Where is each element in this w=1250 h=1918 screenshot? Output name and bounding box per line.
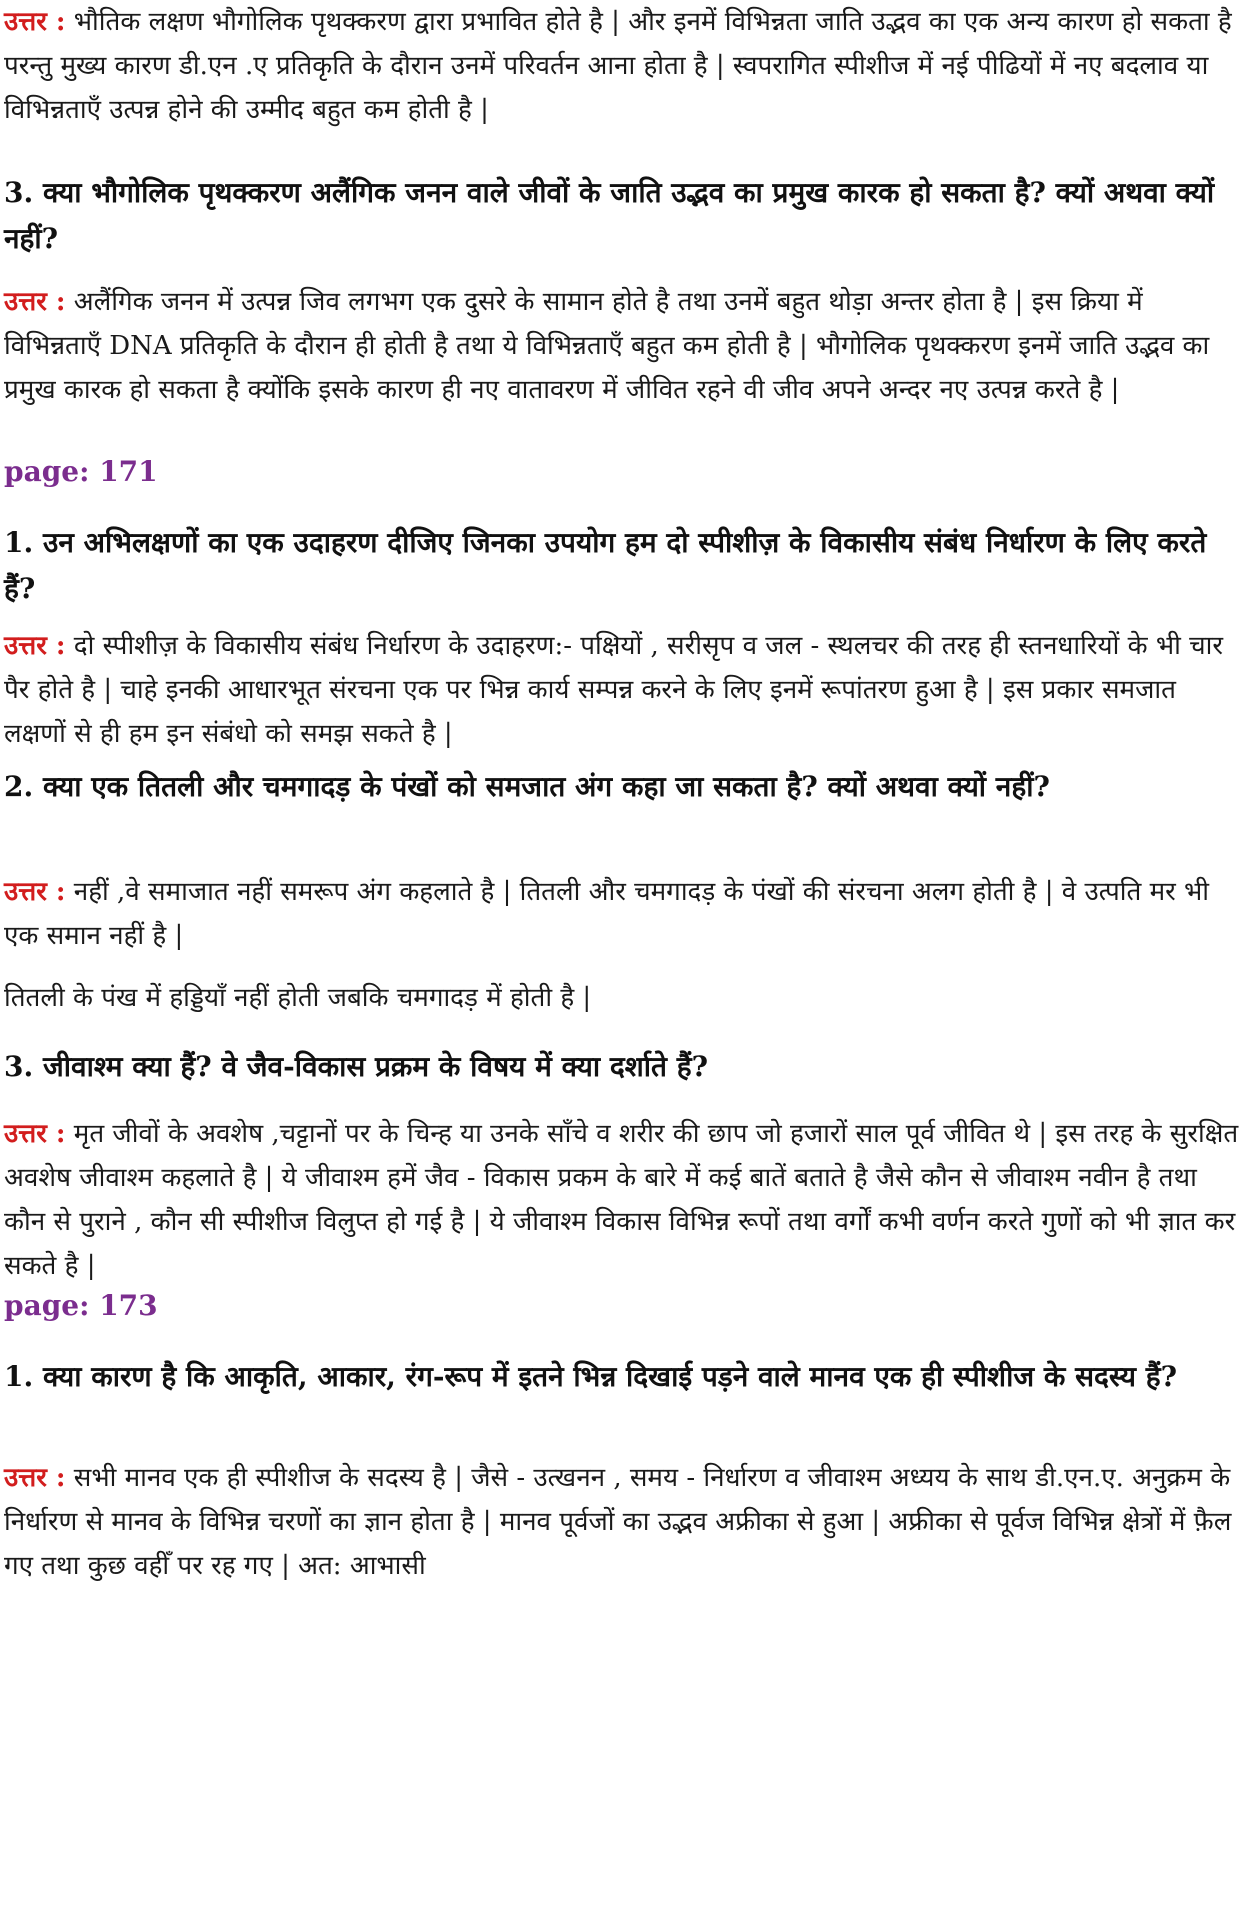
question-heading: 3. क्या भौगोलिक पृथक्करण अलैंगिक जनन वाले जीवों के जाति उद्भव का प्रमुख कारक हो सकता है? क्यों अथवा क्यों नहीं? — [4, 176, 1215, 255]
page-number-label: page: 171 — [4, 455, 158, 488]
answer-label: उत्तर : — [4, 877, 66, 907]
answer-label: उत्तर : — [4, 631, 66, 661]
question-heading: 3. जीवाश्म क्या हैं? वे जैव-विकास प्रक्रम के विषय में क्या दर्शाते हैं? — [4, 1050, 709, 1083]
answer-text: सभी मानव एक ही स्पीशीज के सदस्य है | जैसे - उत्खनन , समय - निर्धारण व जीवाश्म अध्यय के साथ डी.एन.ए. अनुक्रम के निर्धारण से मानव के विभिन्न चरणों का ज्ञान होता है | मानव पूर्वजों का उद्भव अफ्रीका से हुआ | अफ्रीका से पूर्वज विभिन्न क्षेत्रों में फ़ैल गए तथा कुछ वहीँ पर रह गए | अत: आभासी — [4, 1463, 1232, 1581]
answer-paragraph — [4, 870, 1242, 958]
answer-text: अलैंगिक जनन में उत्पन्न जिव लगभग एक दुसरे के सामान होते है तथा उनमें बहुत थोड़ा अन्तर होता है | इस क्रिया में विभिन्नताएँ DNA प्रतिकृति के दौरान ही होती है तथा ये विभिन्नताएँ बहुत कम होती है | भौगोलिक पृथक्करण इनमें जाति उद्भव का प्रमुख कारक हो सकता है क्योंकि इसके कारण ही नए वातावरण में जीवित रहने वी जीव अपने अन्दर नए उत्पन्न करते है | — [4, 287, 1210, 405]
answer-text: दो स्पीशीज़ के विकासीय संबंध निर्धारण के उदाहरण:- पक्षियों , सरीसृप व जल - स्थलचर की तरह ही स्तनधारियों के भी चार पैर होते है | चाहे इनकी आधारभूत संरचना एक पर भिन्न कार्य सम्पन्न करने के लिए इनमें रूपांतरण हुआ है | इस प्रकार समजात लक्षणों से ही हम इन संबंधो को समझ सकते है | — [4, 631, 1223, 749]
question-heading: 1. उन अभिलक्षणों का एक उदाहरण दीजिए जिनका उपयोग हम दो स्पीशीज़ के विकासीय संबंध निर्धारण के लिए करते हैं? — [4, 526, 1207, 605]
page-number-label: page: 173 — [4, 1289, 158, 1322]
question-heading: 1. क्या कारण है कि आकृति, आकार, रंग-रूप में इतने भिन्न दिखाई पड़ने वाले मानव एक ही स्पीशीज के सदस्य हैं? — [4, 1360, 1178, 1393]
answer-label: उत्तर : — [4, 1119, 66, 1149]
answer-label: उत्तर : — [4, 1463, 66, 1493]
answer-text: भौतिक लक्षण भौगोलिक पृथक्करण द्वारा प्रभावित होते है | और इनमें विभिन्नता जाति उद्भव का एक अन्य कारण हो सकता है परन्तु मुख्य कारण डी.एन .ए प्रतिकृति के दौरान उनमें परिवर्तन आना होता है | स्वपरागित स्पीशीज में नई पीढियों में नए बदलाव या विभिन्नताएँ उत्पन्न होने की उम्मीद बहुत कम होती है | — [4, 7, 1232, 125]
question-heading: 2. क्या एक तितली और चमगादड़ के पंखों को समजात अंग कहा जा सकता है? क्यों अथवा क्यों नहीं? — [4, 770, 1050, 803]
answer-paragraph — [4, 0, 1242, 132]
answer-text: नहीं ,वे समाजात नहीं समरूप अंग कहलाते है | तितली और चमगादड़ के पंखों की संरचना अलग होती है | वे उत्पति मर भी एक समान नहीं है | — [4, 877, 1210, 951]
answer-continuation: तितली के पंख में हड्डियाँ नहीं होती जबकि चमगादड़ में होती है | — [4, 983, 592, 1013]
answer-paragraph — [4, 624, 1242, 756]
answer-paragraph — [4, 280, 1242, 412]
answer-paragraph — [4, 1112, 1242, 1288]
answer-text: मृत जीवों के अवशेष ,चट्टानों पर के चिन्ह या उनके साँचे व शरीर की छाप जो हजारों साल पूर्व जीवित थे | इस तरह के सुरक्षित अवशेष जीवाश्म कहलाते है | ये जीवाश्म हमें जैव - विकास प्रकम के बारे में कई बातें बताते है जैसे कौन से जीवाश्म नवीन है तथा कौन से पुराने , कौन सी स्पीशीज विलुप्त हो गई है | ये जीवाश्म विकास विभिन्न रूपों तथा वर्गों कभी वर्णन करते गुणों को भी ज्ञात कर सकते है | — [4, 1119, 1239, 1281]
answer-label: उत्तर : — [4, 287, 66, 317]
answer-label: उत्तर : — [4, 7, 66, 37]
answer-paragraph — [4, 1456, 1242, 1588]
